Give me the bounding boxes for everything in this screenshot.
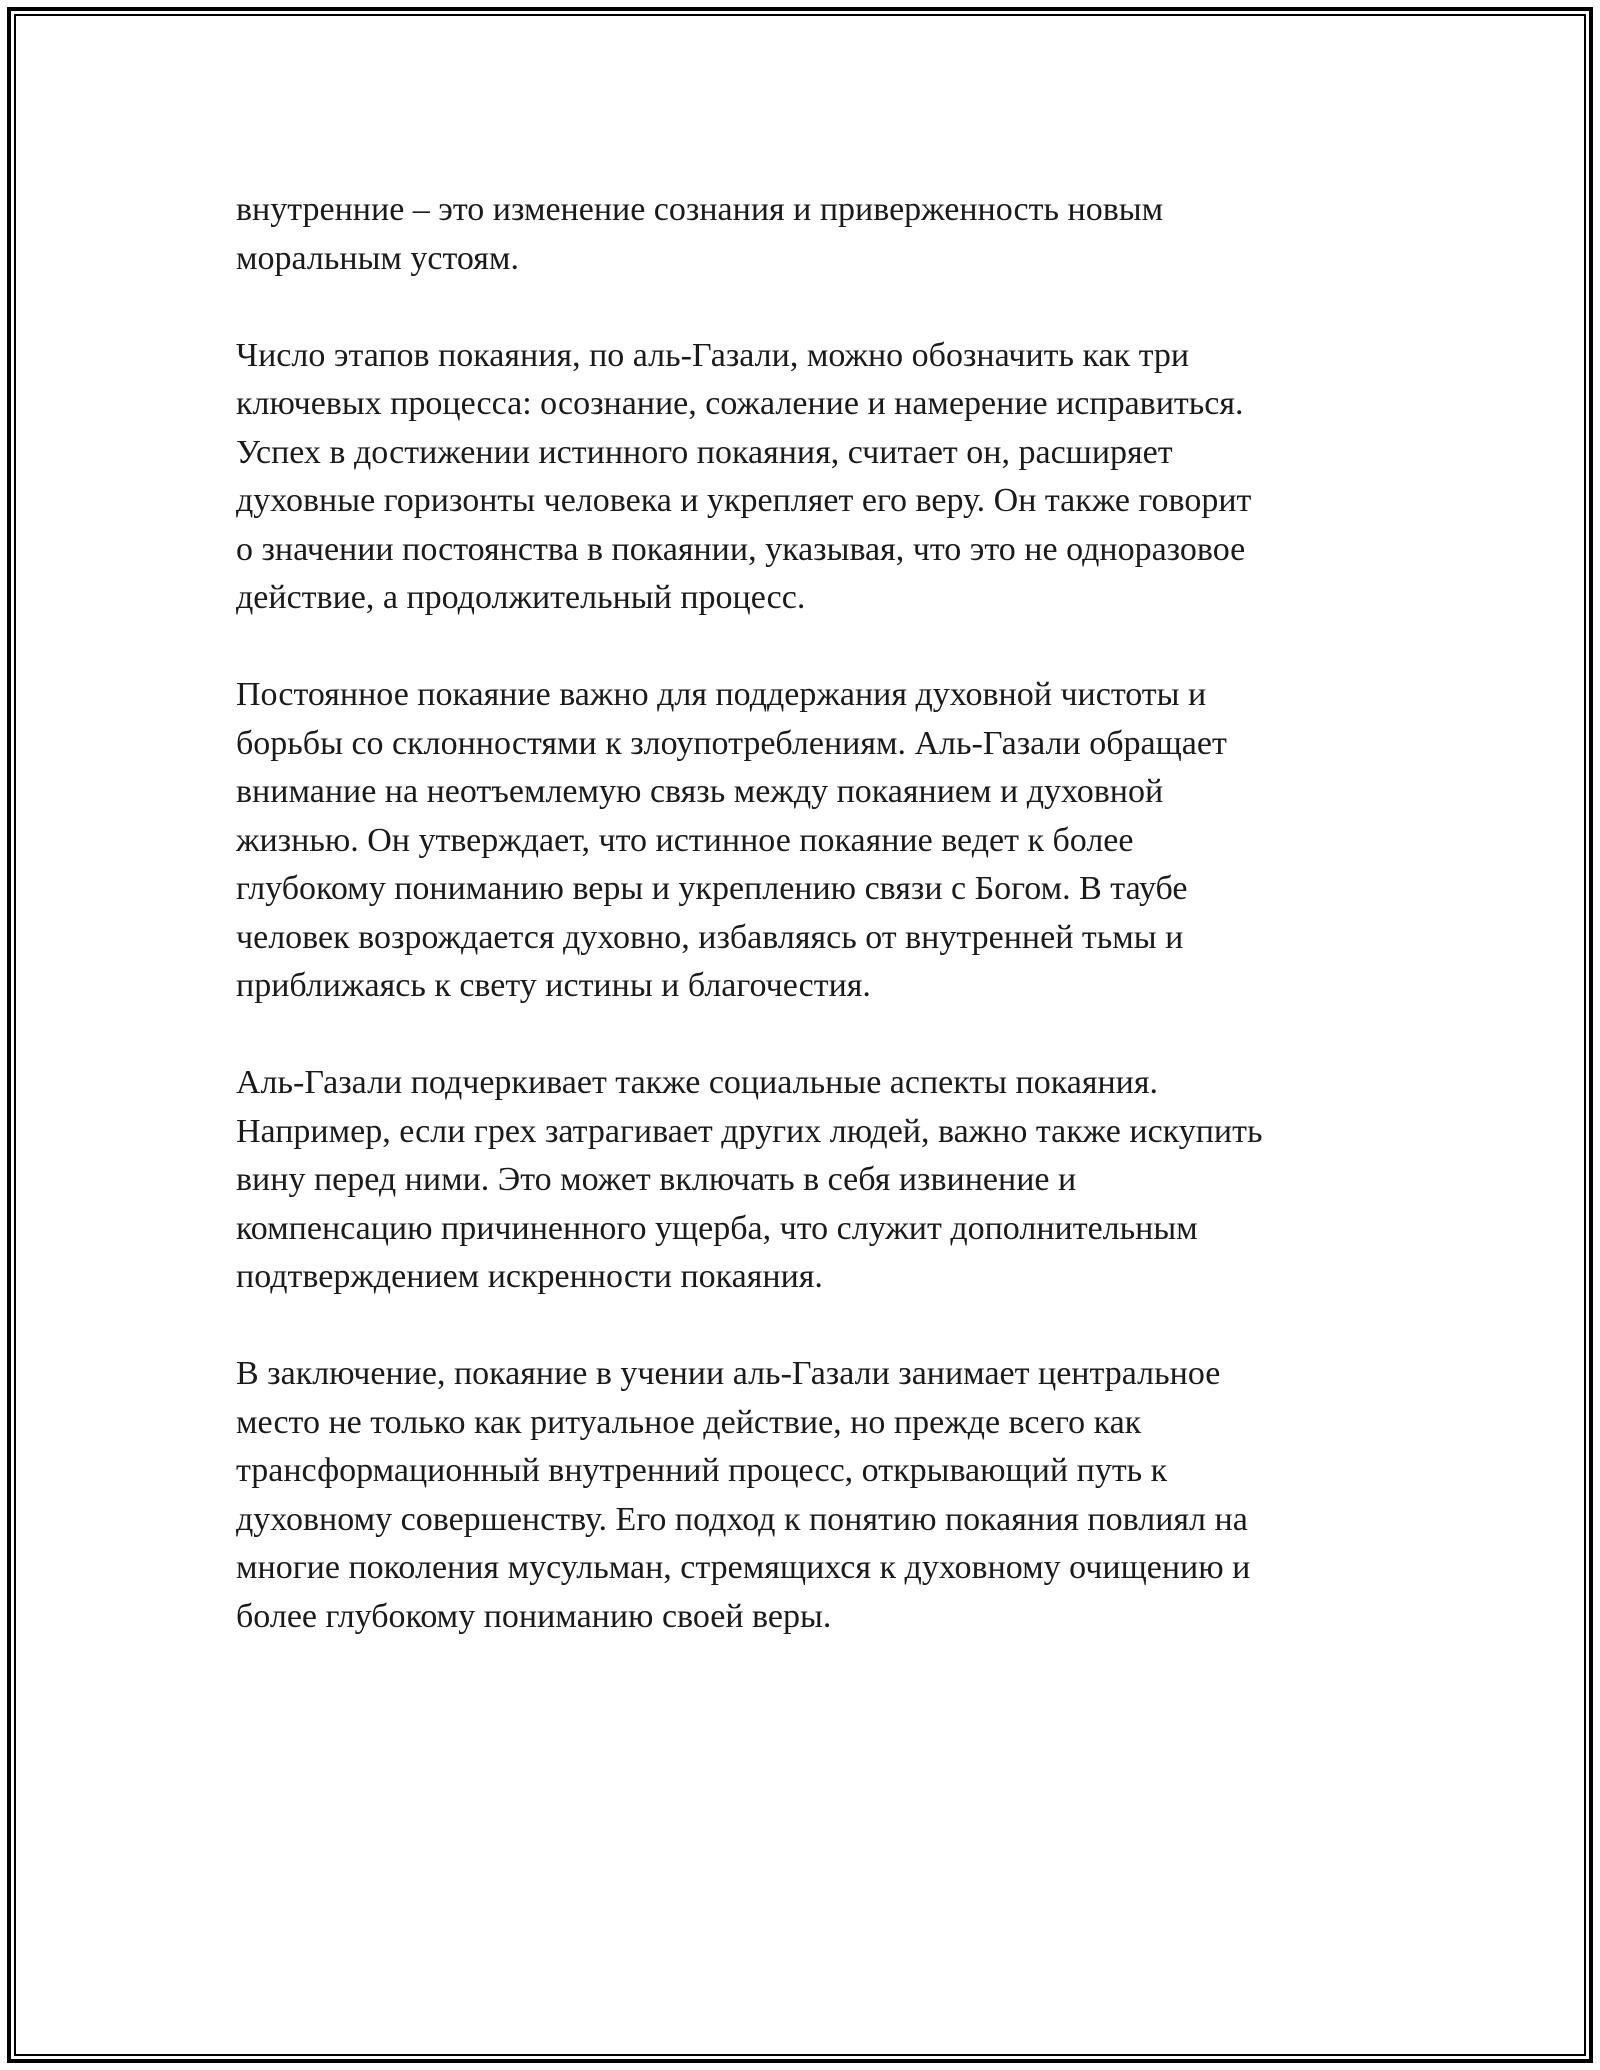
text-line: внутренние – это изменение сознания и приверженность новым (236, 191, 1164, 228)
paragraph-4 (236, 1059, 1406, 1302)
paragraph-2 (236, 332, 1406, 623)
text-line: многие поколения мусульман, стремящихся к духовному очищению и (236, 1549, 1251, 1586)
text-line: внимание на неотъемлемую связь между покаянием и духовной (236, 773, 1164, 810)
paragraph-3 (236, 671, 1406, 1011)
text-line: Аль-Газали подчеркивает также социальные аспекты покаяния. (236, 1064, 1158, 1101)
paragraph-5 (236, 1350, 1406, 1641)
text-line: В заключение, покаяние в учении аль-Газали занимает центральное (236, 1355, 1221, 1392)
text-line: жизнью. Он утверждает, что истинное покаяние ведет к более (236, 821, 1134, 859)
text-line: Успех в достижении истинного покаяния, считает он, расширяет (236, 433, 1173, 471)
text-line: действие, а продолжительный процесс. (236, 579, 806, 616)
text-line: моральным устоям. (236, 239, 519, 277)
text-line: Число этапов покаяния, по аль-Газали, можно обозначить как три (236, 336, 1190, 374)
text-line: трансформационный внутренний процесс, открывающий путь к (236, 1452, 1168, 1489)
text-line: духовные горизонты человека и укрепляет его веру. Он также говорит (236, 482, 1252, 519)
text-line: место не только как ритуальное действие, но прежде всего как (236, 1403, 1142, 1441)
text-line: более глубокому пониманию своей веры. (236, 1597, 832, 1635)
text-line: человек возрождается духовно, избавляясь от внутренней тьмы и (236, 918, 1184, 956)
text-line: о значении постоянства в покаянии, указывая, что это не одноразовое (236, 530, 1246, 568)
text-line: глубокому пониманию веры и укреплению связи с Богом. В таубе (236, 870, 1188, 907)
text-line: Например, если грех затрагивает других людей, важно также искупить (236, 1112, 1263, 1150)
document-body (236, 186, 1406, 1690)
text-line: духовному совершенству. Его подход к понятию покаяния повлиял на (236, 1500, 1248, 1538)
text-line: борьбы со склонностями к злоупотреблениям. Аль-Газали обращает (236, 724, 1227, 762)
text-line: компенсацию причиненного ущерба, что служит дополнительным (236, 1209, 1198, 1247)
text-line: вину перед ними. Это может включать в себя извинение и (236, 1161, 1077, 1198)
paragraph-1 (236, 186, 1406, 283)
text-line: приближаясь к свету истины и благочестия. (236, 967, 871, 1004)
text-line: подтверждением искренности покаяния. (236, 1258, 823, 1295)
text-line: ключевых процесса: осознание, сожаление и намерение исправиться. (236, 385, 1244, 422)
text-line: Постоянное покаяние важно для поддержания духовной чистоты и (236, 676, 1207, 713)
